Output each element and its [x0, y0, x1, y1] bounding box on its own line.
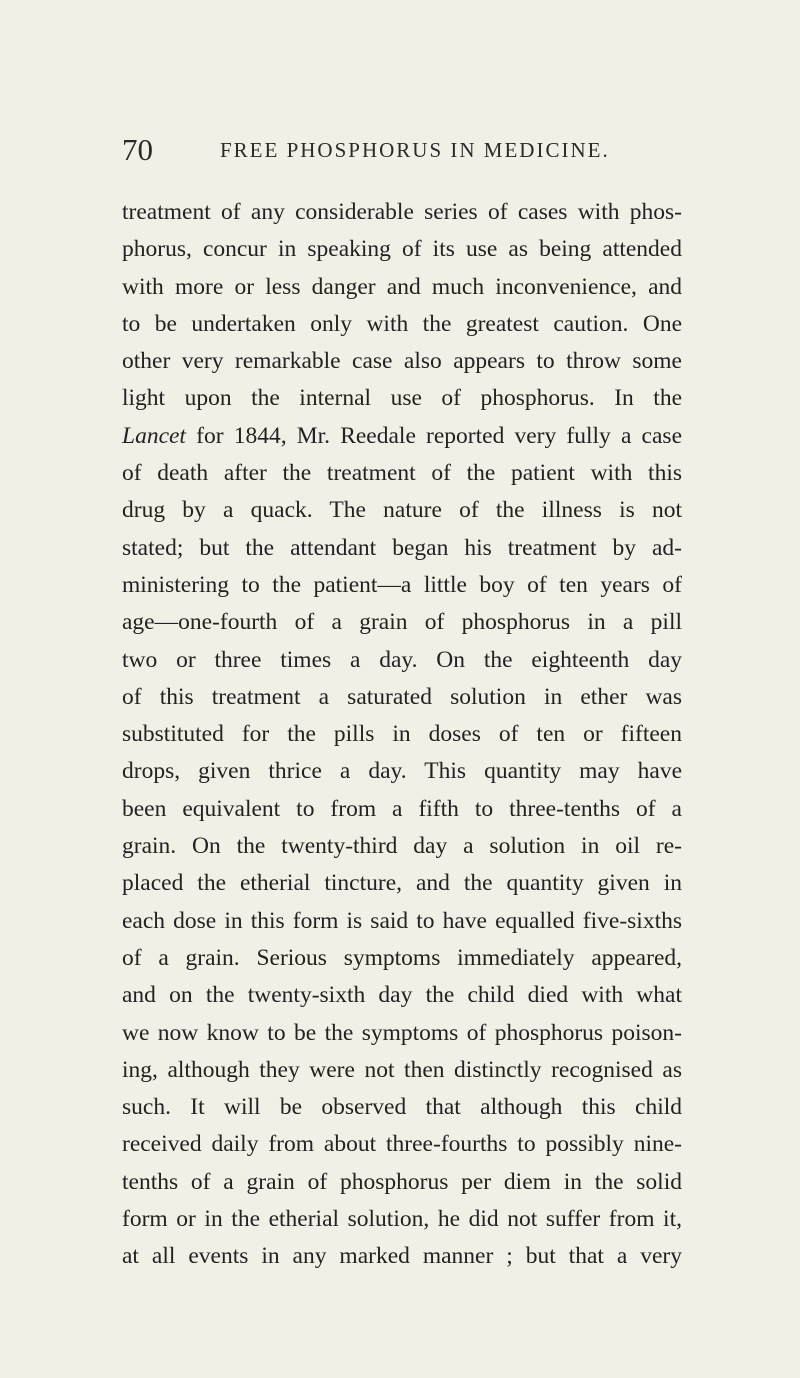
text-line: ing, although they were not then distinctly recognised as [122, 1056, 682, 1083]
text-line: and on the twenty-sixth day the child died with what [122, 982, 682, 1009]
text-line: of death after the treatment of the patient with this [122, 460, 682, 487]
text-line: treatment of any considerable series of cases with phos- [122, 199, 682, 225]
text-line: such. It will be observed that although this child [122, 1094, 682, 1121]
text-line: we now know to be the symptoms of phosphorus poison- [122, 1019, 682, 1046]
text-line: of a grain. Serious symptoms immediately appeared, [122, 944, 682, 971]
text-line: received daily from about three-fourths to possibly nine- [122, 1131, 682, 1158]
text-line: drug by a quack. The nature of the illness is not [122, 497, 682, 524]
text-line: grain. On the twenty-third day a solution in oil re- [122, 833, 682, 860]
text-line: of this treatment a saturated solution in ether was [122, 683, 682, 710]
text-line: each dose in this form is said to have equalled five-sixths [122, 907, 682, 934]
text-line: to be undertaken only with the greatest caution. One [122, 310, 682, 337]
page-header [122, 130, 642, 170]
text-line [122, 418, 682, 455]
page-number: 70 [122, 132, 153, 167]
text-line: drops, given thrice a day. This quantity may have [122, 758, 682, 785]
text-line: form or in the etherial solution, he did not suffer from it, [122, 1206, 682, 1233]
text-line: at all events in any marked manner ; but that a very [122, 1243, 682, 1270]
text-line: with more or less danger and much inconvenience, and [122, 273, 682, 300]
text-line: substituted for the pills in doses of ten or fifteen [122, 721, 682, 748]
journal-title: Lancet [122, 422, 186, 449]
text-line: tenths of a grain of phosphorus per diem in the solid [122, 1168, 682, 1195]
text-line: placed the etherial tincture, and the quantity given in [122, 870, 682, 897]
text-line: phorus, concur in speaking of its use as being attended [122, 236, 682, 263]
text-line: stated; but the attendant began his treatment by ad- [122, 534, 682, 561]
text-line: age—one-fourth of a grain of phosphorus in a pill [122, 609, 682, 636]
body-text [122, 194, 682, 1276]
text-line: two or three times a day. On the eighteenth day [122, 646, 682, 673]
text-line-remainder: for 1844, Mr. Reedale reported very fully a case [196, 422, 682, 449]
text-line: other very remarkable case also appears to throw some [122, 348, 682, 375]
text-line: been equivalent to from a fifth to three-tenths of a [122, 795, 682, 822]
text-line: ministering to the patient—a little boy of ten years of [122, 571, 682, 598]
text-line: light upon the internal use of phosphorus. In the [122, 385, 682, 412]
running-head: FREE PHOSPHORUS IN MEDICINE. [220, 138, 610, 162]
